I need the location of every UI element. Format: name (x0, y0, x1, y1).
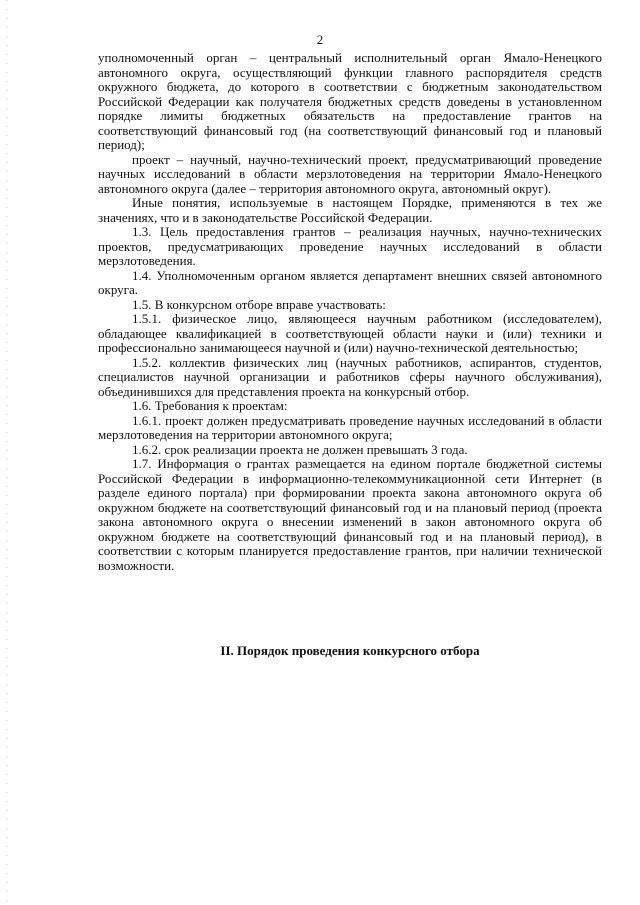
page-number: 2 (316, 32, 324, 47)
paragraph-1-5-2-collective: 1.5.2. коллектив физических лиц (научных работников, аспирантов, студентов, специалистов научной организации и работников сферы научного обслуживания), объединившихся для представления проекта на конкурсный отбор. (98, 354, 602, 399)
paragraph-project-definition: проект – научный, научно-технический проект, предусматривающий проведение научных исследований в области мерзлотоведения на территории Ямало-Ненецкого автономного округа (далее – территория автономного округа, автономный округ). (98, 151, 602, 196)
paragraph-1-6-1-research-scope: 1.6.1. проект должен предусматривать проведение научных исследований в области мерзлотоведения на территории автономного округа; (98, 412, 602, 442)
paragraph-1-5-participants: 1.5. В конкурсном отборе вправе участвовать: (132, 296, 386, 312)
paragraph-1-4-authorized-body: 1.4. Уполномоченным органом является департамент внешних связей автономного округа. (98, 267, 602, 297)
paragraph-authorized-body-definition: уполномоченный орган – центральный исполнительный орган Ямало-Ненецкого автономного округа, осуществляющий функции главного распорядителя средств окружного бюджета, до которого в соответствии с бюджетным законодательством Российской Федерации как получателя бюджетных средств доведены в установленном порядке лимиты бюджетных обязательств на предоставление грантов на соответствующий финансовый год (на соответствующий финансовый год и плановый период); (98, 50, 602, 152)
paragraph-1-5-1-individual: 1.5.1. физическое лицо, являющееся научным работником (исследователем), обладающее квалификацией в соответствующей области науки и (или) техники и профессионально занимающееся научной и (или) научно-технической деятельностью; (98, 311, 602, 355)
paragraph-other-concepts: Иные понятия, используемые в настоящем Порядке, применяются в тех же значениях, что и в законодательстве Российской Федерации. (98, 195, 602, 225)
document-body (98, 51, 602, 573)
section-heading: II. Порядок проведения конкурсного отбора (220, 643, 480, 658)
paragraph-1-3-grant-purpose: 1.3. Цель предоставления грантов – реализация научных, научно-технических проектов, предусматривающих проведение научных исследований в области мерзлотоведения. (98, 224, 602, 268)
paragraph-1-6-2-duration: 1.6.2. срок реализации проекта не должен превышать 3 года. (132, 441, 468, 457)
paragraph-1-6-project-requirements: 1.6. Требования к проектам: (132, 398, 288, 413)
paragraph-1-7-grant-information: 1.7. Информация о грантах размещается на едином портале бюджетной системы Российской Федерации в информационно-телекоммуникационной сети Интернет (в разделе единого портала) при формировании проекта закона автономного округа об окружном бюджете на соответствующий финансовый год и на плановый период (проекта закона автономного округа о внесении изменений в закон автономного округа об окружном бюджете на соответствующий финансовый год и на плановый период), в соответствии с которым планируется предоставление грантов, при наличии технической возможности. (98, 456, 602, 573)
scan-margin-artifact (6, 0, 8, 905)
